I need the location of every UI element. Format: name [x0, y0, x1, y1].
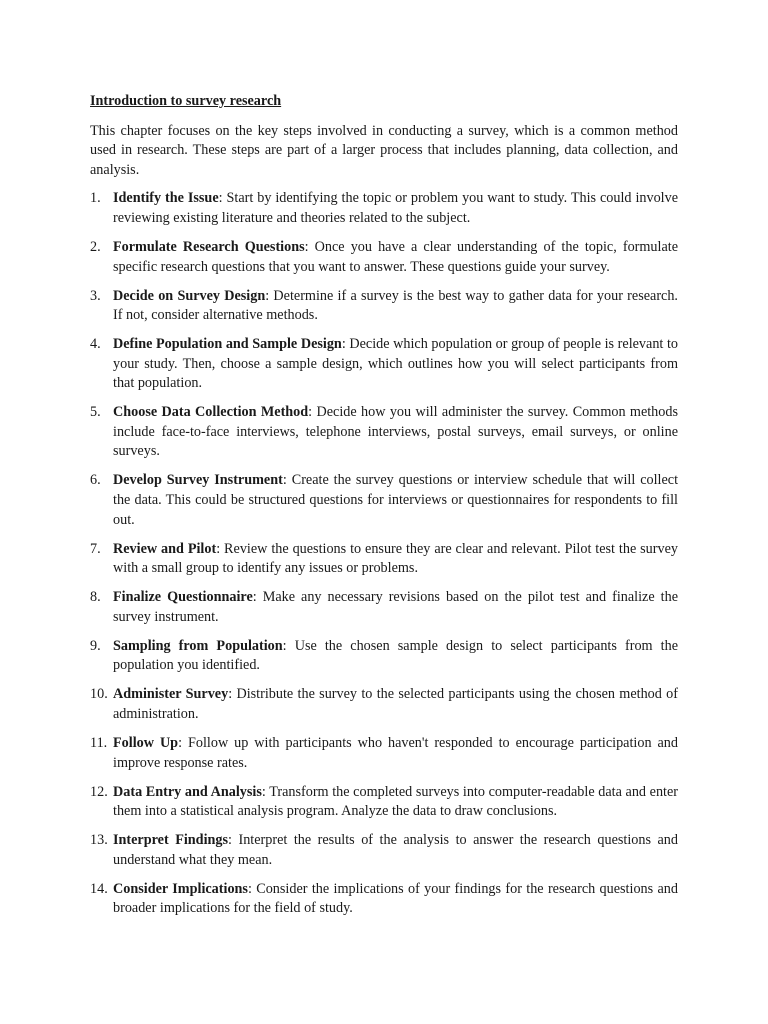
item-term: Sampling from Population [113, 637, 283, 654]
list-item [90, 588, 678, 627]
item-number: 9. [90, 637, 101, 654]
item-text: : Consider the implications of your findings for the research questions and broader implications for the field of study. [113, 880, 678, 917]
document-page [90, 92, 678, 928]
item-text: : Decide which population or group of people is relevant to your study. Then, choose a sample design, which outlines how you will select participants from that population. [113, 336, 678, 392]
item-term: Define Population and Sample Design [113, 336, 342, 353]
item-text: : Create the survey questions or interview schedule that will collect the data. This could be structured questions for interviews or questionnaires for respondents to fill out. [113, 472, 679, 528]
item-text: : Transform the completed surveys into computer-readable data and enter them into a statistical analysis program. Analyze the data to draw conclusions. [113, 783, 679, 820]
item-text: : Make any necessary revisions based on the pilot test and finalize the survey instrument. [113, 589, 678, 625]
item-number: 7. [90, 540, 101, 557]
page-title: Introduction to survey research [90, 93, 282, 109]
item-text: : Review the questions to ensure they are clear and relevant. Pilot test the survey with a small group to identify any issues or problems. [113, 540, 678, 577]
item-term: Identify the Issue [113, 190, 219, 207]
item-term: Develop Survey Instrument [113, 472, 283, 489]
steps-list [90, 189, 678, 918]
item-text: : Use the chosen sample design to select participants from the population you identified. [113, 637, 678, 674]
item-term: Data Entry and Analysis [113, 783, 262, 800]
item-term: Consider Implications [113, 880, 248, 897]
list-item [90, 287, 678, 326]
item-text: : Interpret the results of the analysis to answer the research questions and understand what they mean. [113, 832, 678, 868]
list-item [90, 540, 678, 579]
list-item [90, 238, 678, 277]
item-number: 14. [90, 880, 108, 897]
item-number: 10. [90, 686, 108, 703]
list-item [90, 734, 678, 773]
list-item [90, 471, 678, 530]
item-term: Decide on Survey Design [113, 287, 266, 304]
item-number: 5. [90, 404, 101, 421]
item-term: Choose Data Collection Method [113, 404, 309, 421]
item-number: 11. [90, 734, 108, 751]
item-text: : Distribute the survey to the selected participants using the chosen method of administration. [113, 686, 678, 722]
item-text: : Start by identifying the topic or problem you want to study. This could involve reviewing existing literature and theories related to the subject. [113, 190, 678, 226]
list-item [90, 637, 678, 676]
item-number: 12. [90, 783, 108, 800]
item-text: : Follow up with participants who haven't responded to encourage participation and improve response rates. [113, 734, 678, 771]
list-item [90, 335, 678, 394]
item-term: Review and Pilot [113, 540, 217, 557]
item-term: Interpret Findings [113, 832, 229, 849]
list-item [90, 783, 678, 822]
list-item [90, 880, 678, 919]
item-number: 4. [90, 336, 101, 353]
item-number: 2. [90, 238, 101, 255]
item-term: Follow Up [113, 734, 179, 751]
item-number: 13. [90, 832, 108, 849]
item-text: : Determine if a survey is the best way to gather data for your research. If not, consider alternative methods. [113, 287, 678, 324]
item-number: 6. [90, 472, 101, 489]
item-number: 8. [90, 589, 101, 606]
item-term: Formulate Research Questions [113, 238, 305, 255]
item-term: Finalize Questionnaire [113, 589, 253, 606]
intro-paragraph: This chapter focuses on the key steps involved in conducting a survey, which is a common method used in research. These steps are part of a larger process that includes planning, data collection, and analysis. [90, 122, 678, 178]
item-term: Administer Survey [113, 686, 229, 703]
list-item [90, 403, 678, 462]
item-text: : Decide how you will administer the survey. Common methods include face-to-face interviews, telephone interviews, postal surveys, email surveys, or online surveys. [113, 404, 678, 460]
list-item [90, 831, 678, 870]
item-text: : Once you have a clear understanding of the topic, formulate specific research questions that you want to answer. These questions guide your survey. [113, 238, 679, 275]
list-item [90, 189, 678, 228]
item-number: 3. [90, 287, 101, 304]
list-item [90, 685, 678, 724]
item-number: 1. [90, 190, 101, 207]
